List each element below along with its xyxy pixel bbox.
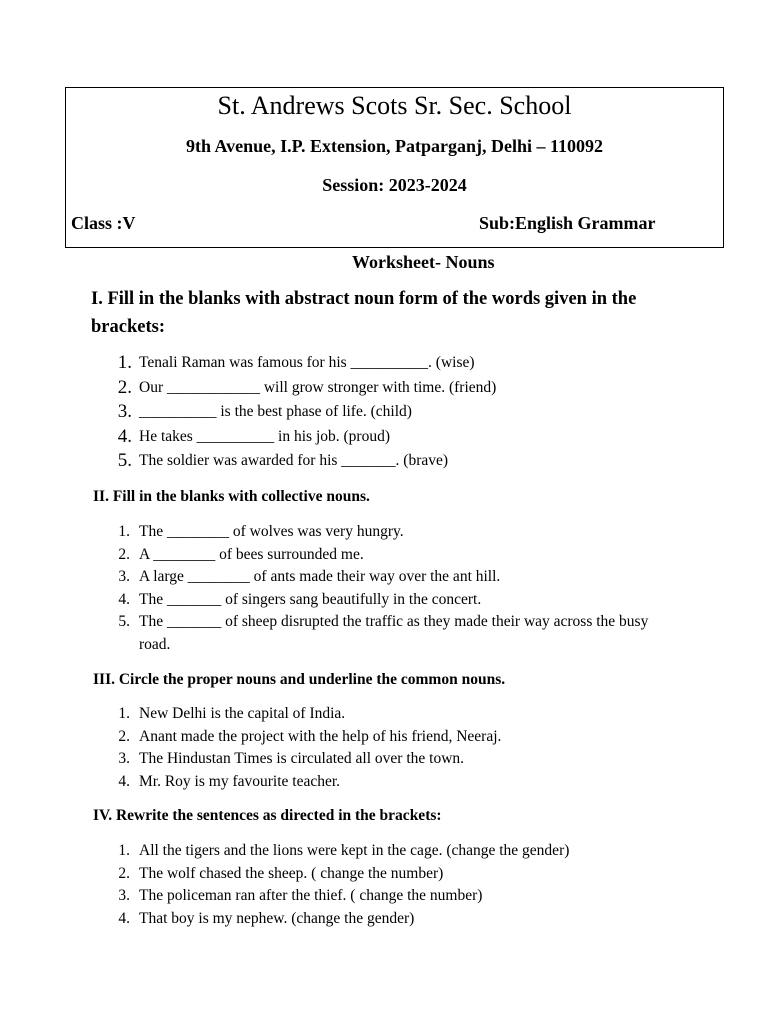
section-1-title: I. Fill in the blanks with abstract noun form of the words given in the brackets: [91,289,637,337]
worksheet-title: Worksheet- Nouns [352,252,495,272]
section-3-list [118,703,679,793]
section-2-list [118,521,679,656]
item-text: The policeman ran after the thief. ( change the number) [139,887,483,904]
item-text: That boy is my nephew. (change the gender) [139,909,415,927]
item-number: 1. [118,523,130,540]
item-number: 4. [117,425,132,447]
item-text: Anant made the project with the help of his friend, Neeraj. [139,727,502,745]
section-3-title: III. Circle the proper nouns and underline the common nouns. [93,671,506,688]
list-item [118,611,679,656]
subject-label: Sub:English Grammar [479,213,656,233]
section-2-title: II. Fill in the blanks with collective nouns. [93,488,370,505]
list-item [118,703,679,726]
item-text: The wolf chased the sheep. ( change the number) [139,864,444,882]
item-text: Mr. Roy is my favourite teacher. [139,772,341,790]
item-text: The ________ of wolves was very hungry. [139,523,404,540]
item-text: Tenali Raman was famous for his __________. (wise) [139,354,475,371]
list-item [118,885,699,908]
list-item [118,908,699,931]
school-name: St. Andrews Scots Sr. Sec. School [217,91,572,120]
item-number: 2. [118,545,130,563]
item-text: New Delhi is the capital of India. [139,705,346,722]
item-number: 1. [117,352,132,373]
list-item [117,425,699,450]
session-label: Session: 2023-2024 [322,175,467,195]
item-number: 3. [118,750,130,767]
item-number: 4. [118,772,130,790]
item-number: 4. [118,590,130,608]
item-number: 5. [118,613,130,630]
section-4-title: IV. Rewrite the sentences as directed in the brackets: [93,807,442,824]
list-item [117,400,699,425]
list-item [118,566,679,589]
item-text: The _______ of sheep disrupted the traffic as they made their way across the busy road. [139,613,649,653]
item-text: All the tigers and the lions were kept in the cage. (change the gender) [139,842,570,859]
item-text: __________ is the best phase of life. (child) [139,403,412,421]
item-number: 2. [117,376,132,398]
list-item [117,449,699,474]
item-number: 2. [118,864,130,882]
item-text: He takes __________ in his job. (proud) [139,427,390,445]
item-number: 5. [117,450,132,472]
school-address: 9th Avenue, I.P. Extension, Patparganj, Delhi – 110092 [185,136,604,156]
item-number: 3. [118,887,130,904]
list-item [117,351,699,376]
list-item [118,726,679,749]
item-number: 3. [118,568,130,585]
item-text: A large ________ of ants made their way over the ant hill. [139,568,501,585]
item-text: The Hindustan Times is circulated all over the town. [139,750,465,767]
school-header-box [65,87,724,248]
item-number: 4. [118,909,130,927]
class-label: Class :V [71,213,136,233]
list-item [118,589,679,612]
section-1-list [117,351,699,474]
list-item [118,521,679,544]
item-number: 1. [118,842,130,859]
list-item [118,748,679,771]
list-item [118,771,679,794]
item-text: The soldier was awarded for his _______. (brave) [139,452,449,470]
list-item [117,376,699,401]
list-item [118,544,679,567]
item-text: A ________ of bees surrounded me. [139,545,364,563]
item-text: The _______ of singers sang beautifully in the concert. [139,590,482,608]
item-number: 3. [117,401,132,423]
item-text: Our ____________ will grow stronger with time. (friend) [139,378,497,396]
item-number: 2. [118,727,130,745]
list-item [118,863,699,886]
item-number: 1. [118,705,130,722]
list-item [118,840,699,863]
section-4-list [118,840,699,930]
